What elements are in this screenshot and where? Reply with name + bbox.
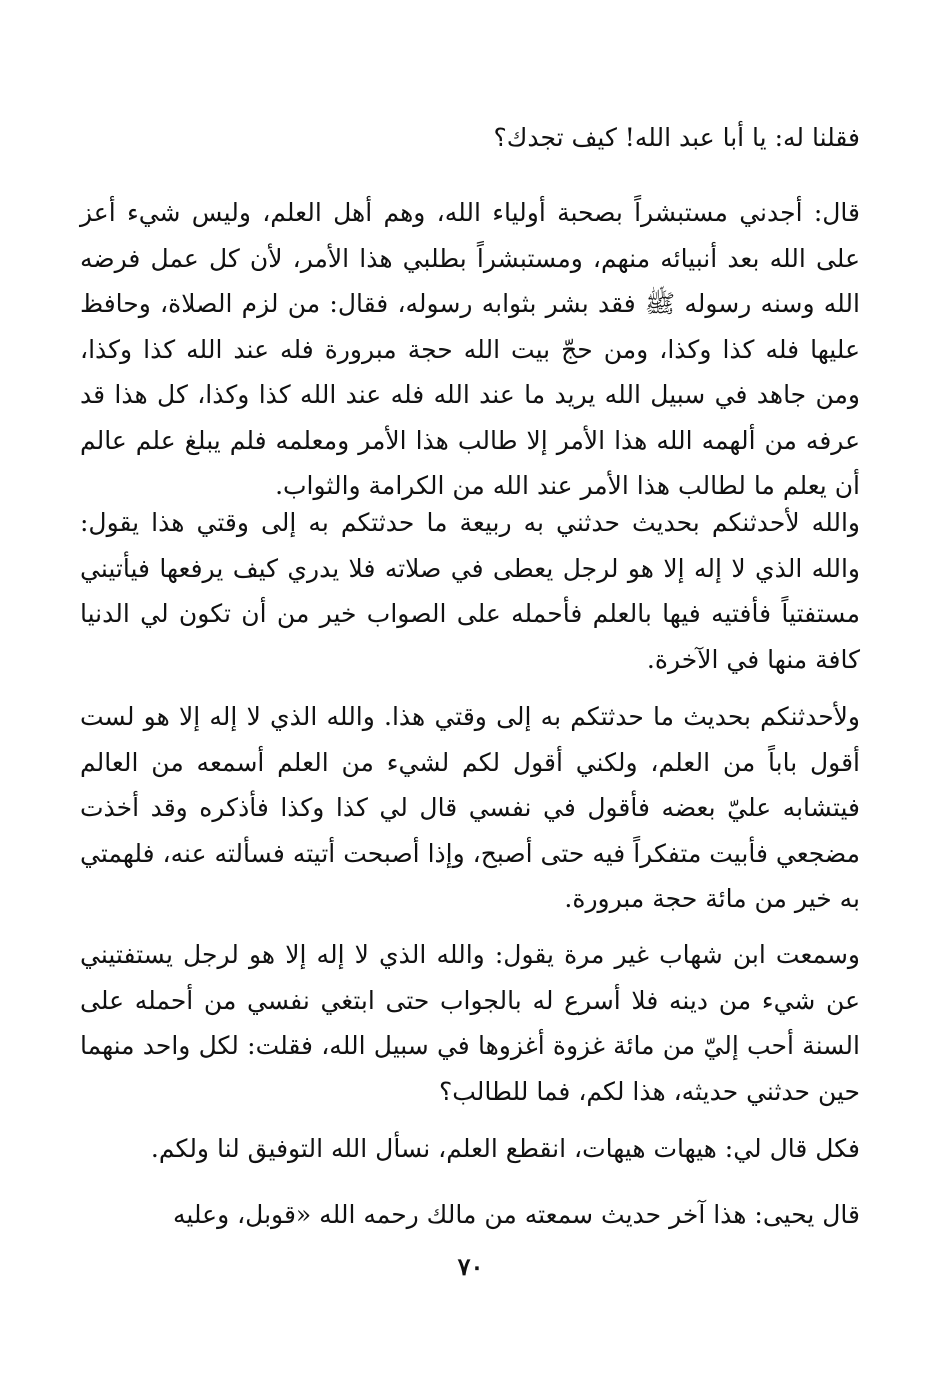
paragraph-ibn-shihab: وسمعت ابن شهاب غير مرة يقول: والله الذي لا إله إلا هو لرجل يستفتيني عن شيء من دينه فلا أسرع له بالجواب حتى ابتغي نفسي من أحمله على السنة أحب إليّ من مائة غزوة أغزوها في سبيل الله، فقلت: لكل واحد منهما حين حدثني حديثه، هذا لكم، فما للطالب؟ <box>80 940 860 1106</box>
paragraph-rabia-hadith: والله لأحدثنكم بحديث حدثني به ربيعة ما حدثتكم به إلى وقتي هذا يقول: والله الذي لا إله إلا هو لرجل يعطى في صلاته فلا يدري كيف يرفعها فيأتيني مستفتياً فأفتيه فيها بالعلم فأحمله على الصواب خير من أن تكون لي الدنيا كافة منها في الآخرة. <box>80 508 860 674</box>
paragraph-second-hadith: ولأحدثنكم بحديث ما حدثتكم به إلى وقتي هذا. والله الذي لا إله إلا هو لست أقول باباً من العلم، ولكني أقول لكم لشيء من العلم أسمعه من العالم فيتشابه عليّ بعضه فأقول في نفسي قال لي كذا وكذا فأذكره وقد أخذت مضجعي فأبيت متفكراً فيه حتى أصبح، وإذا أصبحت أتيته فسألته عنه، فلهمتي به خير من مائة حجة مبرورة. <box>80 702 860 913</box>
paragraph-yahya: قال يحيى: هذا آخر حديث سمعته من مالك رحمه الله «قوبل، وعليه <box>172 1200 860 1229</box>
page-number: ٧٠ <box>457 1252 484 1281</box>
paragraph-answer: قال: أجدني مستبشراً بصحبة أولياء الله، وهم أهل العلم، وليس شيء أعز على الله بعد أنبيائه منهم، ومستبشراً بطلبي هذا الأمر، لأن كل عمل فرضه الله وسنه رسوله ﷺ فقد بشر بثوابه رسوله، فقال: من لزم الصلاة، وحافظ عليها فله كذا وكذا، ومن حجّ بيت الله حجة مبرورة فله عند الله كذا وكذا، ومن جاهد في سبيل الله يريد ما عند الله فله عند الله كذا وكذا، كل هذا قد عرفه من ألهمه الله هذا الأمر إلا طالب هذا الأمر ومعلمه فلم يبلغ علم عالم أن يعلم ما لطالب هذا الأمر عند الله من الكرامة والثواب. <box>80 198 860 500</box>
paragraph-reply: فكل قال لي: هيهات هيهات، انقطع العلم، نسأل الله التوفيق لنا ولكم. <box>150 1134 860 1163</box>
paragraph-question: فقلنا له: يا أبا عبد الله! كيف تجدك؟ <box>493 123 860 152</box>
